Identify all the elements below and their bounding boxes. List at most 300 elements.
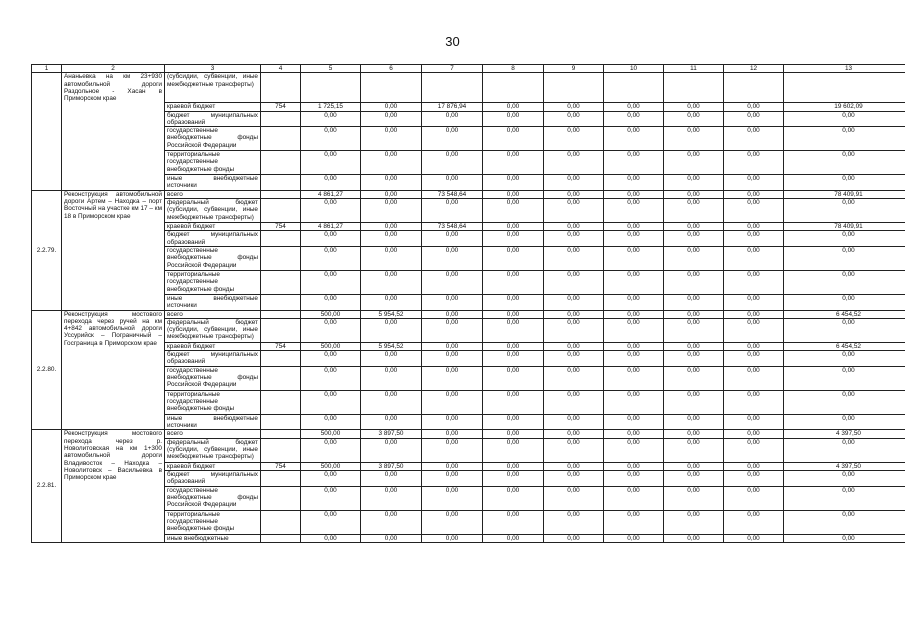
year-value: 0,00: [422, 294, 483, 310]
year-value: 0,00: [483, 318, 544, 342]
total-value: 0,00: [784, 294, 905, 310]
funding-source: всего: [165, 430, 261, 438]
year-value: 0,00: [361, 127, 422, 151]
year-value: 0,00: [604, 231, 664, 247]
year-value: 0,00: [544, 534, 604, 542]
year-value: 0,00: [483, 246, 544, 270]
year-value: 0,00: [664, 462, 724, 470]
year-value: 0,00: [544, 342, 604, 350]
year-value: 0,00: [664, 430, 724, 438]
year-value: 0,00: [724, 390, 784, 414]
year-value: 0,00: [664, 510, 724, 534]
year-value: 0,00: [544, 294, 604, 310]
item-code: 2.2.80.: [32, 310, 62, 430]
year-value: 0,00: [422, 462, 483, 470]
total-value: 78 409,91: [784, 190, 905, 198]
column-number: 8: [483, 65, 544, 73]
item-code: [32, 73, 62, 190]
page-number: 30: [445, 34, 460, 49]
year-value: 0,00: [361, 231, 422, 247]
item-code: 2.2.81.: [32, 430, 62, 542]
year-value: 0,00: [422, 414, 483, 430]
budget-code: [261, 430, 301, 438]
year-value: 0,00: [604, 246, 664, 270]
year-value: 0,00: [604, 223, 664, 231]
year-value: 0,00: [422, 127, 483, 151]
year-value: 0,00: [301, 486, 361, 510]
year-value: 0,00: [604, 414, 664, 430]
year-value: [544, 73, 604, 103]
year-value: 0,00: [604, 175, 664, 191]
year-value: 4 861,27: [301, 190, 361, 198]
year-value: 0,00: [724, 486, 784, 510]
funding-source: территориальные государственные внебюджетные фонды: [165, 390, 261, 414]
year-value: 0,00: [664, 111, 724, 127]
total-value: 0,00: [784, 246, 905, 270]
year-value: 0,00: [664, 366, 724, 390]
year-value: 0,00: [664, 199, 724, 223]
year-value: 0,00: [724, 534, 784, 542]
year-value: 0,00: [422, 430, 483, 438]
budget-code: [261, 190, 301, 198]
year-value: 0,00: [724, 462, 784, 470]
budget-table: [31, 64, 905, 543]
year-value: 0,00: [544, 510, 604, 534]
year-value: 0,00: [664, 103, 724, 111]
total-value: 0,00: [784, 366, 905, 390]
budget-code: [261, 534, 301, 542]
table-row: [32, 430, 905, 438]
year-value: 0,00: [422, 486, 483, 510]
year-value: 0,00: [664, 127, 724, 151]
year-value: 0,00: [483, 151, 544, 175]
item-description: Ананьевка на км 23+930 автомобильной дороги Раздольное - Хасан в Приморском крае: [62, 73, 165, 190]
year-value: 0,00: [544, 351, 604, 367]
year-value: 0,00: [422, 438, 483, 462]
year-value: 0,00: [544, 318, 604, 342]
year-value: 0,00: [544, 414, 604, 430]
year-value: 500,00: [301, 462, 361, 470]
year-value: 0,00: [483, 486, 544, 510]
year-value: 0,00: [664, 342, 724, 350]
year-value: 0,00: [544, 270, 604, 294]
funding-source: иные внебюджетные источники: [165, 294, 261, 310]
year-value: [361, 73, 422, 103]
year-value: 0,00: [544, 151, 604, 175]
funding-source: федеральный бюджет (субсидии, субвенции, иные межбюджетные трансферты): [165, 199, 261, 223]
funding-source: всего: [165, 310, 261, 318]
year-value: 0,00: [422, 270, 483, 294]
year-value: 0,00: [664, 310, 724, 318]
year-value: 0,00: [483, 190, 544, 198]
budget-code: [261, 414, 301, 430]
funding-source: краевой бюджет: [165, 462, 261, 470]
year-value: 0,00: [544, 190, 604, 198]
year-value: 0,00: [544, 175, 604, 191]
budget-code: [261, 127, 301, 151]
year-value: 0,00: [724, 470, 784, 486]
year-value: 0,00: [301, 366, 361, 390]
funding-source: бюджет муниципальных образований: [165, 231, 261, 247]
item-code: 2.2.79.: [32, 190, 62, 310]
year-value: 0,00: [301, 231, 361, 247]
year-value: 0,00: [483, 534, 544, 542]
year-value: 3 897,50: [361, 462, 422, 470]
column-number: 4: [261, 65, 301, 73]
year-value: 0,00: [724, 438, 784, 462]
year-value: 0,00: [301, 318, 361, 342]
total-value: 0,00: [784, 111, 905, 127]
funding-source: всего: [165, 190, 261, 198]
budget-code: [261, 470, 301, 486]
column-number: 3: [165, 65, 261, 73]
year-value: 0,00: [483, 175, 544, 191]
year-value: 0,00: [483, 430, 544, 438]
year-value: 4 861,27: [301, 223, 361, 231]
budget-code: 754: [261, 462, 301, 470]
year-value: 0,00: [724, 103, 784, 111]
year-value: 0,00: [664, 470, 724, 486]
year-value: [422, 73, 483, 103]
total-value: 4 397,50: [784, 462, 905, 470]
year-value: 0,00: [361, 103, 422, 111]
column-number: 13: [784, 65, 905, 73]
year-value: 0,00: [604, 486, 664, 510]
year-value: 0,00: [361, 510, 422, 534]
year-value: 0,00: [664, 175, 724, 191]
year-value: 0,00: [422, 470, 483, 486]
year-value: 0,00: [483, 342, 544, 350]
year-value: 500,00: [301, 342, 361, 350]
total-value: 0,00: [784, 470, 905, 486]
year-value: 0,00: [604, 390, 664, 414]
year-value: 0,00: [361, 390, 422, 414]
year-value: 0,00: [724, 414, 784, 430]
column-number: 11: [664, 65, 724, 73]
year-value: 0,00: [604, 318, 664, 342]
year-value: 500,00: [301, 430, 361, 438]
item-description: Реконструкция мостового перехода через р. Новолитовская на км 1+300 автомобильной дороги Владивосток – Находка – Новолитовск – Васильевка в Приморском крае: [62, 430, 165, 542]
budget-code: [261, 231, 301, 247]
year-value: 5 954,52: [361, 310, 422, 318]
table-row: [32, 310, 905, 318]
column-number: 9: [544, 65, 604, 73]
total-value: 6 454,52: [784, 342, 905, 350]
year-value: 0,00: [361, 470, 422, 486]
year-value: 0,00: [664, 438, 724, 462]
column-number: 12: [724, 65, 784, 73]
year-value: 0,00: [301, 175, 361, 191]
year-value: 0,00: [724, 199, 784, 223]
total-value: 0,00: [784, 175, 905, 191]
year-value: 0,00: [724, 223, 784, 231]
budget-code: [261, 270, 301, 294]
year-value: 0,00: [301, 270, 361, 294]
year-value: 0,00: [301, 246, 361, 270]
year-value: 0,00: [422, 231, 483, 247]
year-value: 0,00: [483, 270, 544, 294]
total-value: 0,00: [784, 390, 905, 414]
budget-code: [261, 390, 301, 414]
budget-code: [261, 246, 301, 270]
year-value: 0,00: [422, 318, 483, 342]
column-number: 5: [301, 65, 361, 73]
year-value: 0,00: [664, 390, 724, 414]
budget-code: 754: [261, 342, 301, 350]
year-value: 0,00: [604, 366, 664, 390]
year-value: 0,00: [422, 351, 483, 367]
total-value: 0,00: [784, 351, 905, 367]
budget-code: [261, 199, 301, 223]
budget-code: [261, 151, 301, 175]
year-value: 0,00: [544, 246, 604, 270]
year-value: 0,00: [361, 270, 422, 294]
year-value: 0,00: [544, 231, 604, 247]
year-value: 0,00: [361, 199, 422, 223]
year-value: 0,00: [483, 231, 544, 247]
year-value: 0,00: [361, 351, 422, 367]
year-value: 0,00: [544, 223, 604, 231]
year-value: 0,00: [724, 366, 784, 390]
budget-code: [261, 111, 301, 127]
year-value: 0,00: [361, 414, 422, 430]
year-value: 0,00: [664, 223, 724, 231]
year-value: 0,00: [301, 199, 361, 223]
year-value: 0,00: [724, 351, 784, 367]
year-value: 0,00: [483, 510, 544, 534]
year-value: 0,00: [664, 190, 724, 198]
year-value: 0,00: [724, 151, 784, 175]
total-value: 0,00: [784, 127, 905, 151]
year-value: 0,00: [301, 111, 361, 127]
year-value: 0,00: [604, 199, 664, 223]
year-value: 0,00: [604, 151, 664, 175]
column-number: 7: [422, 65, 483, 73]
year-value: 0,00: [483, 438, 544, 462]
funding-source: федеральный бюджет (субсидии, субвенции, иные межбюджетные трансферты): [165, 438, 261, 462]
budget-code: 754: [261, 223, 301, 231]
funding-source: бюджет муниципальных образований: [165, 351, 261, 367]
year-value: 0,00: [301, 470, 361, 486]
year-value: 0,00: [664, 294, 724, 310]
table-row: [32, 73, 905, 103]
year-value: 0,00: [422, 199, 483, 223]
budget-code: [261, 351, 301, 367]
year-value: 0,00: [604, 430, 664, 438]
year-value: [483, 73, 544, 103]
year-value: 0,00: [604, 462, 664, 470]
column-number: 10: [604, 65, 664, 73]
year-value: 0,00: [361, 318, 422, 342]
total-value: 0,00: [784, 510, 905, 534]
year-value: 0,00: [483, 366, 544, 390]
year-value: 0,00: [724, 342, 784, 350]
year-value: 0,00: [422, 510, 483, 534]
year-value: 0,00: [544, 470, 604, 486]
funding-source: территориальные государственные внебюджетные фонды: [165, 510, 261, 534]
year-value: 0,00: [422, 151, 483, 175]
funding-source: федеральный бюджет (субсидии, субвенции, иные межбюджетные трансферты): [165, 318, 261, 342]
year-value: 0,00: [724, 175, 784, 191]
year-value: 5 954,52: [361, 342, 422, 350]
total-value: 0,00: [784, 231, 905, 247]
year-value: 0,00: [483, 351, 544, 367]
budget-code: 754: [261, 103, 301, 111]
year-value: 0,00: [544, 127, 604, 151]
funding-source: краевой бюджет: [165, 342, 261, 350]
year-value: 0,00: [483, 390, 544, 414]
funding-source: краевой бюджет: [165, 223, 261, 231]
budget-code: [261, 366, 301, 390]
total-value: 0,00: [784, 270, 905, 294]
year-value: 0,00: [301, 151, 361, 175]
year-value: 0,00: [724, 190, 784, 198]
year-value: 0,00: [483, 111, 544, 127]
year-value: 0,00: [724, 510, 784, 534]
funding-source: иные внебюджетные источники: [165, 175, 261, 191]
year-value: 0,00: [604, 342, 664, 350]
budget-code: [261, 310, 301, 318]
budget-code: [261, 73, 301, 103]
year-value: 0,00: [361, 223, 422, 231]
year-value: 0,00: [361, 294, 422, 310]
total-value: 6 454,52: [784, 310, 905, 318]
year-value: 0,00: [724, 430, 784, 438]
year-value: 0,00: [361, 175, 422, 191]
year-value: 0,00: [664, 414, 724, 430]
funding-source: территориальные государственные внебюджетные фонды: [165, 270, 261, 294]
year-value: 0,00: [604, 510, 664, 534]
year-value: 0,00: [422, 534, 483, 542]
year-value: 0,00: [604, 438, 664, 462]
budget-code: [261, 510, 301, 534]
year-value: 0,00: [301, 390, 361, 414]
year-value: 500,00: [301, 310, 361, 318]
year-value: 3 897,50: [361, 430, 422, 438]
total-value: 4 397,50: [784, 430, 905, 438]
year-value: 0,00: [301, 351, 361, 367]
budget-code: [261, 438, 301, 462]
year-value: 73 548,64: [422, 223, 483, 231]
year-value: 0,00: [301, 534, 361, 542]
column-number: 6: [361, 65, 422, 73]
year-value: 0,00: [544, 310, 604, 318]
table-row: [32, 190, 905, 198]
total-value: 0,00: [784, 438, 905, 462]
year-value: 0,00: [422, 175, 483, 191]
year-value: 17 876,94: [422, 103, 483, 111]
year-value: 0,00: [724, 231, 784, 247]
funding-source: государственные внебюджетные фонды Российской Федерации: [165, 127, 261, 151]
year-value: 0,00: [361, 534, 422, 542]
year-value: 1 725,15: [301, 103, 361, 111]
funding-source: (субсидии, субвенции, иные межбюджетные трансферты): [165, 73, 261, 103]
funding-source: иные внебюджетные источники: [165, 414, 261, 430]
year-value: 0,00: [724, 318, 784, 342]
year-value: 0,00: [664, 270, 724, 294]
item-description: Реконструкция мостового перехода через ручей на км 4+842 автомобильной дороги Уссурийск – Пограничный – Госграница в Приморском крае: [62, 310, 165, 430]
year-value: 0,00: [483, 127, 544, 151]
total-value: 78 409,91: [784, 223, 905, 231]
year-value: 0,00: [483, 199, 544, 223]
year-value: 0,00: [361, 246, 422, 270]
item-description: Реконструкция автомобильной дороги Артем – Находка – порт Восточный на участке км 17 – км 18 в Приморском крае: [62, 190, 165, 310]
year-value: 0,00: [544, 486, 604, 510]
budget-code: [261, 175, 301, 191]
year-value: 0,00: [361, 111, 422, 127]
funding-source: иные внебюджетные: [165, 534, 261, 542]
budget-code: [261, 486, 301, 510]
total-value: 0,00: [784, 414, 905, 430]
column-number: 2: [62, 65, 165, 73]
funding-source: краевой бюджет: [165, 103, 261, 111]
year-value: 0,00: [544, 111, 604, 127]
year-value: 0,00: [724, 246, 784, 270]
year-value: 73 548,64: [422, 190, 483, 198]
year-value: 0,00: [604, 270, 664, 294]
year-value: 0,00: [301, 438, 361, 462]
year-value: 0,00: [483, 414, 544, 430]
year-value: 0,00: [301, 294, 361, 310]
funding-source: государственные внебюджетные фонды Российской Федерации: [165, 366, 261, 390]
year-value: 0,00: [724, 127, 784, 151]
year-value: 0,00: [483, 294, 544, 310]
year-value: 0,00: [604, 470, 664, 486]
year-value: 0,00: [301, 127, 361, 151]
year-value: 0,00: [422, 310, 483, 318]
year-value: 0,00: [604, 190, 664, 198]
year-value: 0,00: [422, 246, 483, 270]
budget-code: [261, 318, 301, 342]
total-value: [784, 73, 905, 103]
year-value: 0,00: [604, 351, 664, 367]
year-value: 0,00: [422, 342, 483, 350]
year-value: 0,00: [544, 366, 604, 390]
year-value: 0,00: [483, 223, 544, 231]
year-value: 0,00: [664, 231, 724, 247]
year-value: 0,00: [483, 310, 544, 318]
year-value: 0,00: [604, 534, 664, 542]
funding-source: бюджет муниципальных образований: [165, 111, 261, 127]
year-value: 0,00: [544, 462, 604, 470]
year-value: 0,00: [361, 366, 422, 390]
year-value: 0,00: [604, 103, 664, 111]
year-value: 0,00: [664, 534, 724, 542]
year-value: 0,00: [361, 151, 422, 175]
year-value: 0,00: [544, 103, 604, 111]
year-value: 0,00: [301, 510, 361, 534]
year-value: 0,00: [604, 111, 664, 127]
year-value: 0,00: [604, 294, 664, 310]
year-value: 0,00: [544, 390, 604, 414]
funding-source: государственные внебюджетные фонды Российской Федерации: [165, 486, 261, 510]
year-value: 0,00: [724, 111, 784, 127]
total-value: 0,00: [784, 151, 905, 175]
total-value: 0,00: [784, 318, 905, 342]
year-value: 0,00: [604, 310, 664, 318]
year-value: 0,00: [361, 190, 422, 198]
year-value: 0,00: [724, 270, 784, 294]
year-value: 0,00: [664, 486, 724, 510]
year-value: 0,00: [483, 103, 544, 111]
year-value: 0,00: [483, 462, 544, 470]
budget-code: [261, 294, 301, 310]
year-value: [664, 73, 724, 103]
funding-source: бюджет муниципальных образований: [165, 470, 261, 486]
year-value: 0,00: [664, 318, 724, 342]
year-value: 0,00: [361, 438, 422, 462]
total-value: 0,00: [784, 534, 905, 542]
